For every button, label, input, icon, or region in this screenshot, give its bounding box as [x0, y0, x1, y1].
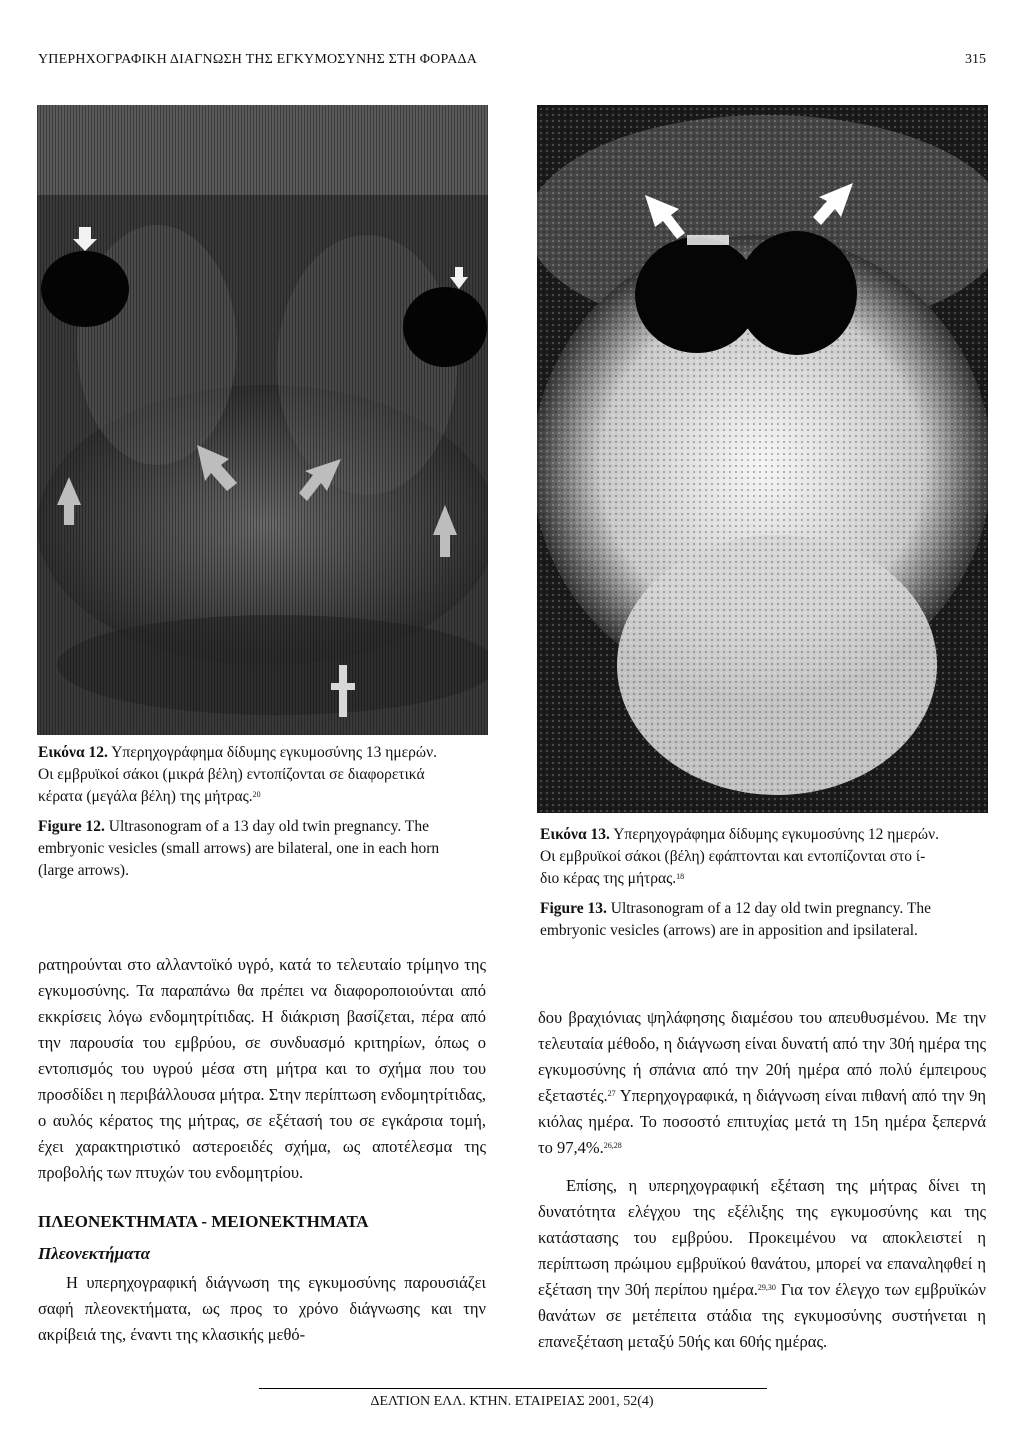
caption-label: Εικόνα 12. [38, 744, 108, 761]
caption-text: (large arrows). [38, 862, 129, 879]
body-paragraph: ρατηρούνται στο αλλαντοϊκό υγρό, κατά το τελευταίο τρίμηνο της εγκυμοσύνης. Τα παραπάνω θα πρέπει να διαφοροποιούνται από εκκρίσεις λόγω ενδομητρίτιδας. Η διάκριση βασίζεται, πέρα από την παρουσία του εμβρύου, σε συνδυασμό κριτηρίων, όπως ο εντοπισμός του υγρού μέσα στη μήτρα και το σχήμα που του προσδίδει η περιβάλλουσα μήτρα. Στην περίπτωση ενδομητρίτιδας, ο αυλός κέρατος της μήτρας, σε εξέτασή του σε εγκάρσια τομή, έχει χαρακτηριστικό αστεροειδές σχήμα, ως αποτέλεσμα της προβολής των πτυχών του ενδομητρίου. [38, 955, 486, 1182]
body-text: Υπερηχογραφικά, η διάγνωση είναι πιθανή από την 9η κιόλας ημέρα. Το ποσοστό επιτυχίας μετά τη 15η ημέρα ξεπερνά το 97,4%. [538, 1086, 986, 1157]
figure-12-image [37, 105, 488, 735]
footer-rule [259, 1388, 767, 1389]
caption-text: κέρατα (μεγάλα βέλη) της μήτρας. [38, 788, 253, 805]
reference-superscript: 29,30 [757, 1283, 776, 1292]
caption-text: Υπερηχογράφημα δίδυμης εγκυμοσύνης 12 ημερών. [613, 826, 939, 843]
body-text: Για τον έλεγχο των εμβρυϊκών θανάτων σε μετέπειτα στάδια της εγκυμοσύνης συστήνεται η επανεξέταση μεταξύ 50ής και 60ής ημέρας. [538, 1280, 987, 1351]
section-heading: ΠΛΕΟΝΕΚΤΗΜΑΤΑ - ΜΕΙΟΝΕΚΤΗΜΑΤΑ [38, 1212, 369, 1231]
body-text: δου βραχιόνιας ψηλάφησης διαμέσου του απευθυσμένου. Με την τελευταία μέθοδο, η διάγνωση είναι δυνατή από την 30ή ημέρα της εγκυμοσύνης ή σπάνια από την 20ή ημέρα από πολύ έμπειρους εξεταστές. [538, 1008, 986, 1105]
reference-superscript: 18 [676, 872, 685, 881]
reference-superscript: 27 [607, 1089, 616, 1098]
figure-13-caption [540, 824, 1000, 942]
caption-text: Οι εμβρυϊκοί σάκοι (βέλη) εφάπτονται και εντοπίζονται στο ί- [540, 848, 926, 865]
reference-superscript: 20 [252, 790, 261, 799]
caption-text: embryonic vesicles (small arrows) are bilateral, one in each horn [38, 840, 440, 857]
ultrasound-image-12 [37, 105, 488, 735]
right-column [538, 1005, 986, 1355]
caption-text: Ultrasonogram of a 12 day old twin pregnancy. The [610, 900, 931, 917]
body-paragraph [538, 1173, 986, 1355]
caption-text: embryonic vesicles (arrows) are in apposition and ipsilateral. [540, 922, 918, 939]
journal-footer: ΔΕΛΤΙΟΝ ΕΛΛ. ΚΤΗΝ. ΕΤΑΙΡΕΙΑΣ 2001, 52(4) [370, 1394, 654, 1409]
caption-text: διο κέρας της μήτρας. [540, 870, 677, 887]
figure-13-image [537, 105, 988, 813]
figure-12-caption [38, 742, 498, 882]
caption-text: Ultrasonogram of a 13 day old twin pregnancy. The [108, 818, 429, 835]
caption-text: Υπερηχογράφημα δίδυμης εγκυμοσύνης 13 ημερών. [111, 744, 437, 761]
body-text: Επίσης, η υπερηχογραφική εξέταση της μήτρας δίνει τη δυνατότητα ελέγχου της εξέλιξης της εγκυμοσύνης και της κατάστασης του εμβρύου. Προκειμένου να αποκλειστεί η περίπτωση πρώιμου εμβρυϊκού θανάτου, μπορεί να επαναληφθεί η εξέταση την 30ή περίπου ημέρα. [538, 1176, 986, 1299]
body-paragraph [538, 1005, 986, 1161]
caption-text: Οι εμβρυϊκοί σάκοι (μικρά βέλη) εντοπίζονται σε διαφορετικά [38, 766, 425, 783]
caption-label: Figure 13. [540, 900, 607, 917]
body-paragraph: Η υπερηχογραφική διάγνωση της εγκυμοσύνης παρουσιάζει σαφή πλεονεκτήματα, ως προς το χρόνο διάγνωσης και την ακρίβειά της, έναντι της κλασικής μεθό- [38, 1273, 486, 1344]
reference-superscript: 26,28 [603, 1141, 622, 1150]
page-number: 315 [965, 52, 986, 67]
running-header: ΥΠΕΡΗΧΟΓΡΑΦΙΚΗ ΔΙΑΓΝΩΣΗ ΤΗΣ ΕΓΚΥΜΟΣΥΝΗΣ ΣΤΗ ΦΟΡΑΔΑ [38, 52, 478, 67]
ultrasound-image-13 [537, 105, 988, 813]
subsection-heading: Πλεονεκτήματα [38, 1244, 151, 1263]
left-column [38, 952, 486, 1348]
caption-label: Εικόνα 13. [540, 826, 610, 843]
caption-label: Figure 12. [38, 818, 105, 835]
